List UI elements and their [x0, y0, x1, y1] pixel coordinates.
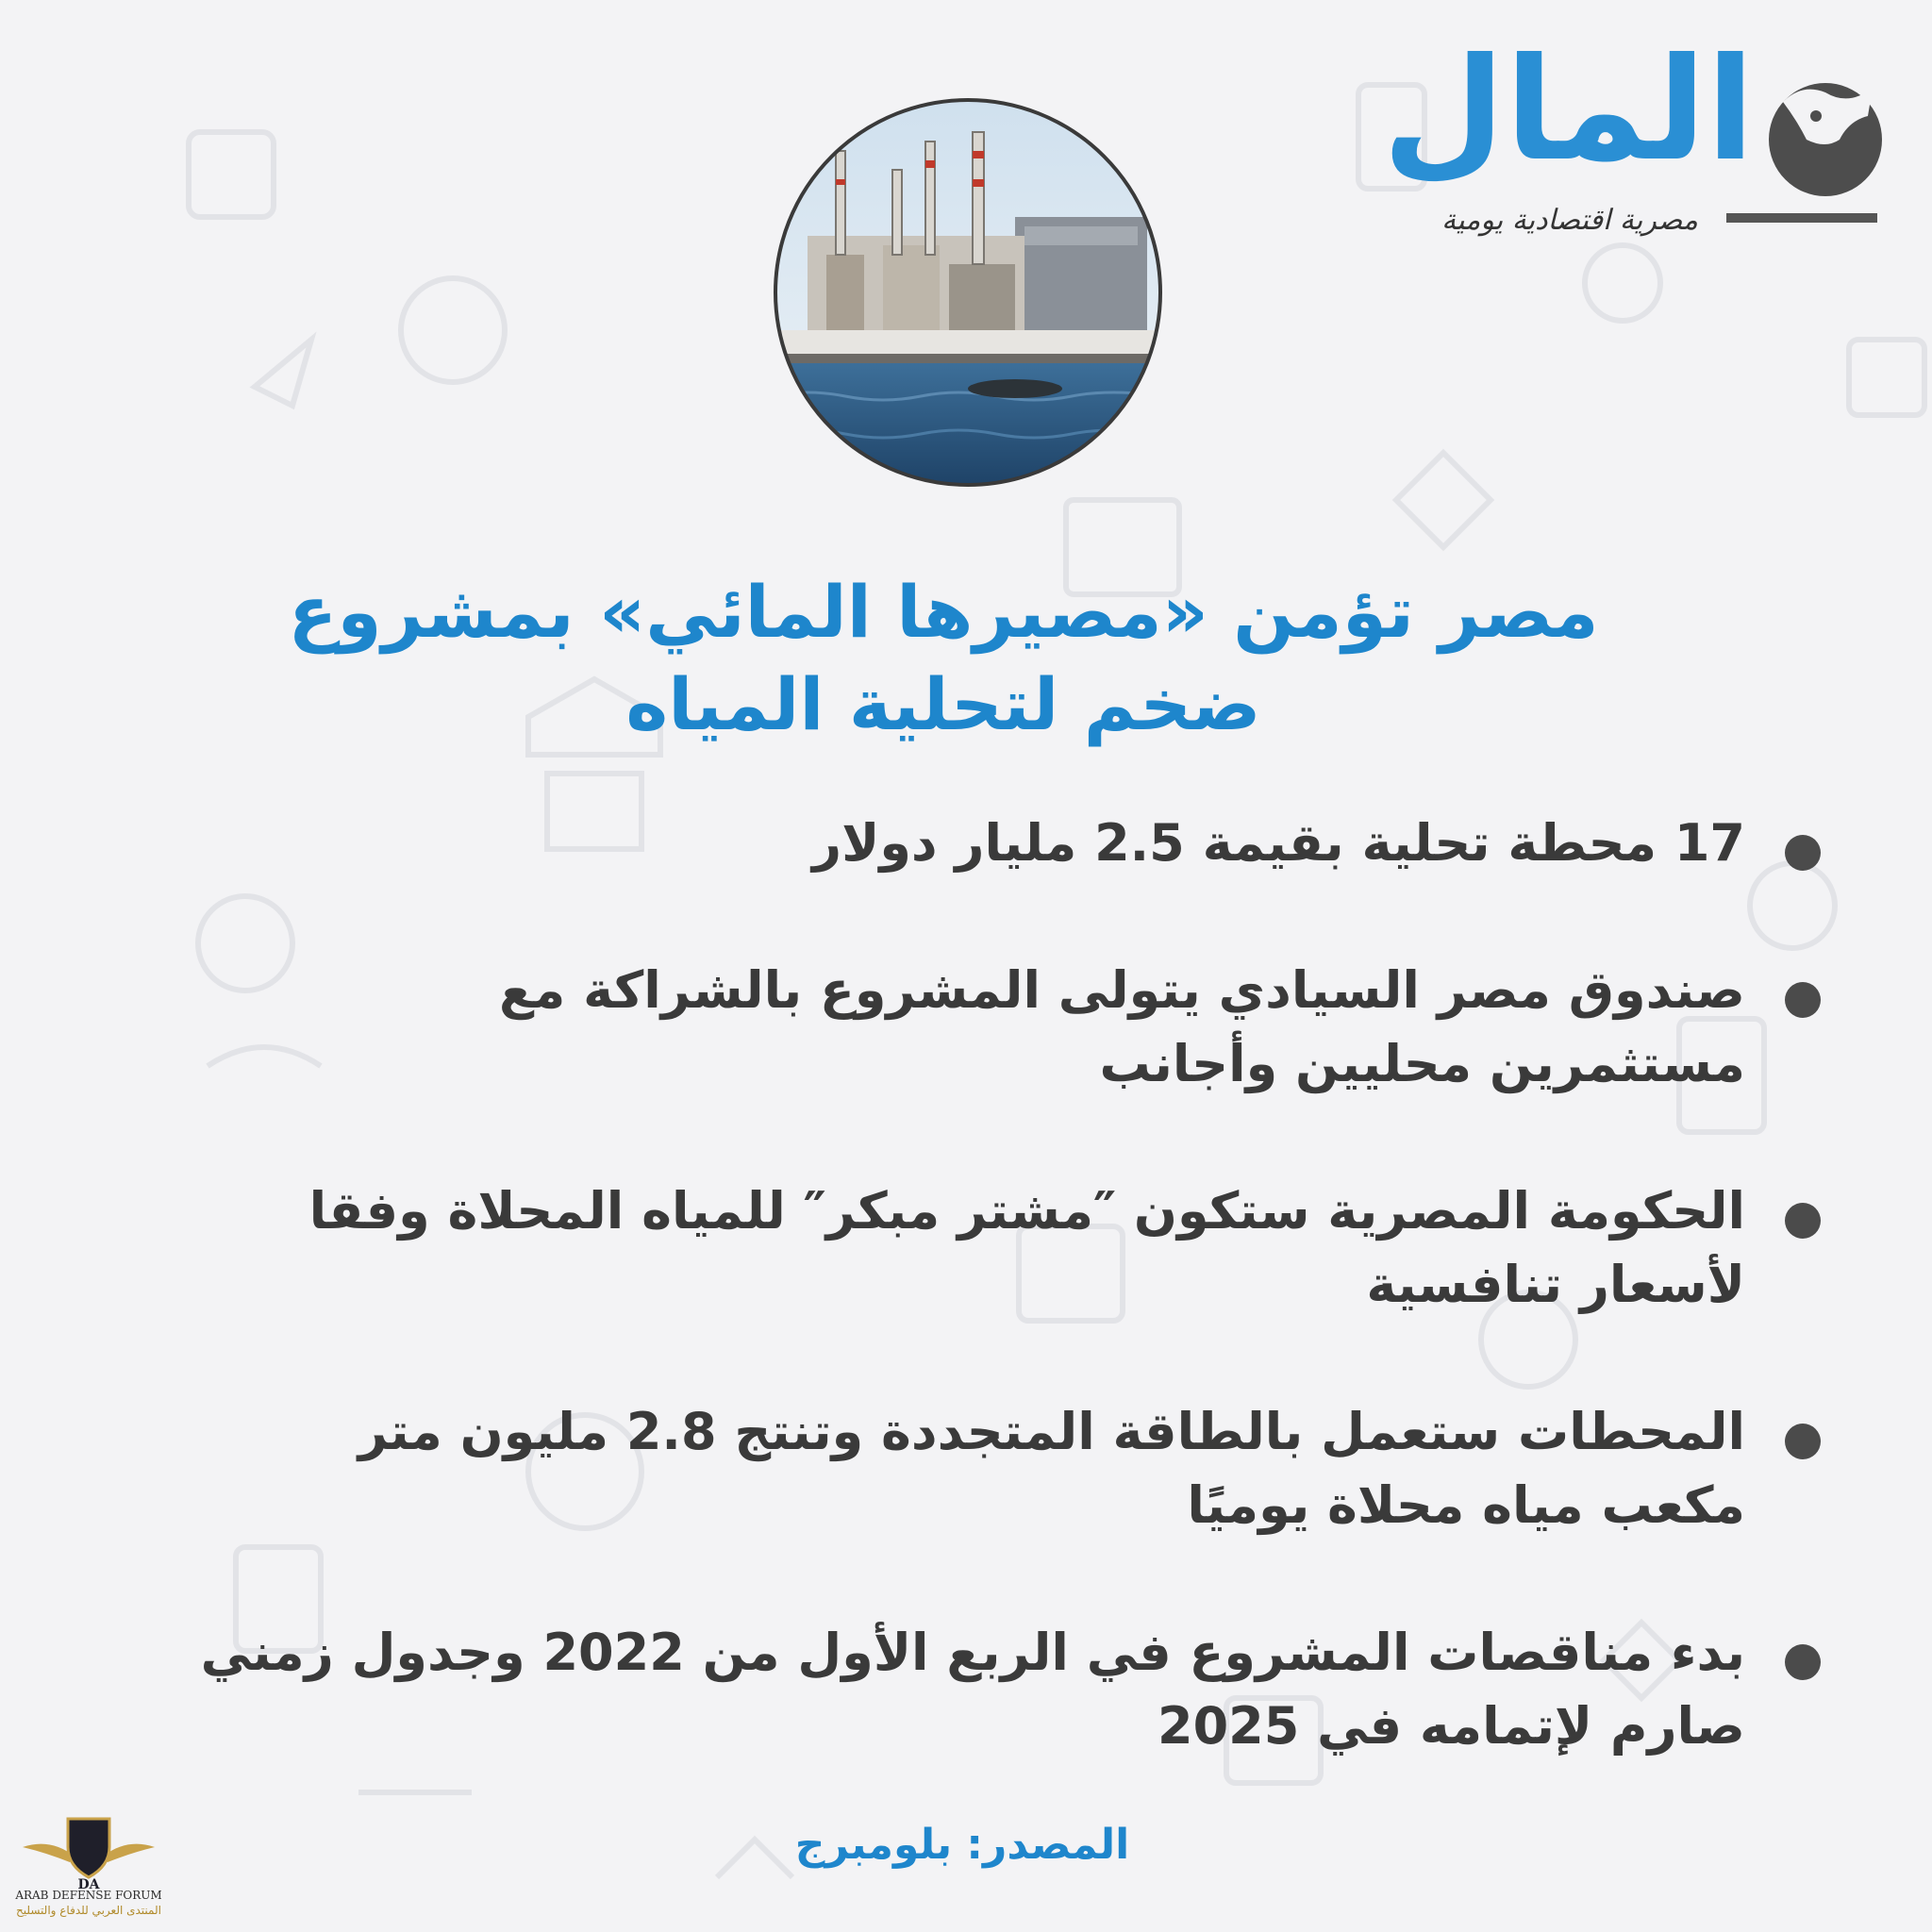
- watermark-mark: DA: [77, 1877, 100, 1890]
- bullet-line: بدء مناقصات المشروع في الربع الأول من 2022 وجدول زمني: [200, 1623, 1745, 1682]
- logo-tagline: مصرية اقتصادية يومية: [1441, 204, 1698, 237]
- bullet-line: مكعب مياه محلاة يوميًا: [1187, 1475, 1745, 1535]
- bullet-line: صارم لإتمامه في 2025: [1158, 1696, 1745, 1756]
- watermark-english: ARAB DEFENSE FORUM: [15, 1889, 162, 1902]
- bullet-dot: [1785, 1644, 1821, 1680]
- bullet-line: المحطات ستعمل بالطاقة المتجددة وتنتج 2.8 مليون متر: [358, 1402, 1745, 1461]
- bullet-item: [123, 1395, 1821, 1542]
- globe-map-icon: [1764, 64, 1887, 206]
- headline-line-1: مصر تؤمن «مصيرها المائي» بمشروع: [288, 570, 1599, 654]
- bullet-line: 17 محطة تحلية بقيمة 2.5 مليار دولار: [812, 813, 1745, 873]
- bullet-line: صندوق مصر السيادي يتولى المشروع بالشراكة مع: [499, 960, 1745, 1020]
- bullet-item: [123, 954, 1821, 1101]
- bullet-item: [123, 807, 1821, 880]
- bullet-line: الحكومة المصرية ستكون ″مشتر مبكر″ للمياه المحلاة وفقا: [308, 1181, 1745, 1241]
- brand-logo: [1382, 28, 1887, 243]
- bullet-item: [123, 1174, 1821, 1322]
- logo-underline: [1726, 213, 1877, 223]
- bullet-dot: [1785, 1424, 1821, 1459]
- eagle-shield-icon: [13, 1809, 164, 1890]
- bullet-dot: [1785, 835, 1821, 871]
- bullet-list: [123, 807, 1821, 1763]
- headline: [236, 566, 1651, 751]
- watermark-arabic: المنتدى العربي للدفاع والتسليح: [16, 1904, 161, 1917]
- headline-line-2: ضخم لتحلية المياه: [625, 662, 1261, 746]
- bullet-line: لأسعار تنافسية: [1366, 1255, 1745, 1314]
- bullet-item: [123, 1616, 1821, 1763]
- bullet-dot: [1785, 1203, 1821, 1239]
- forum-watermark: [13, 1809, 164, 1923]
- source-credit: المصدر: بلومبرج: [794, 1821, 1130, 1869]
- bullet-line: مستثمرين محليين وأجانب: [1099, 1034, 1745, 1093]
- logo-name: المال: [1382, 28, 1755, 192]
- bullet-dot: [1785, 982, 1821, 1018]
- desalination-plant-photo: [770, 94, 1166, 491]
